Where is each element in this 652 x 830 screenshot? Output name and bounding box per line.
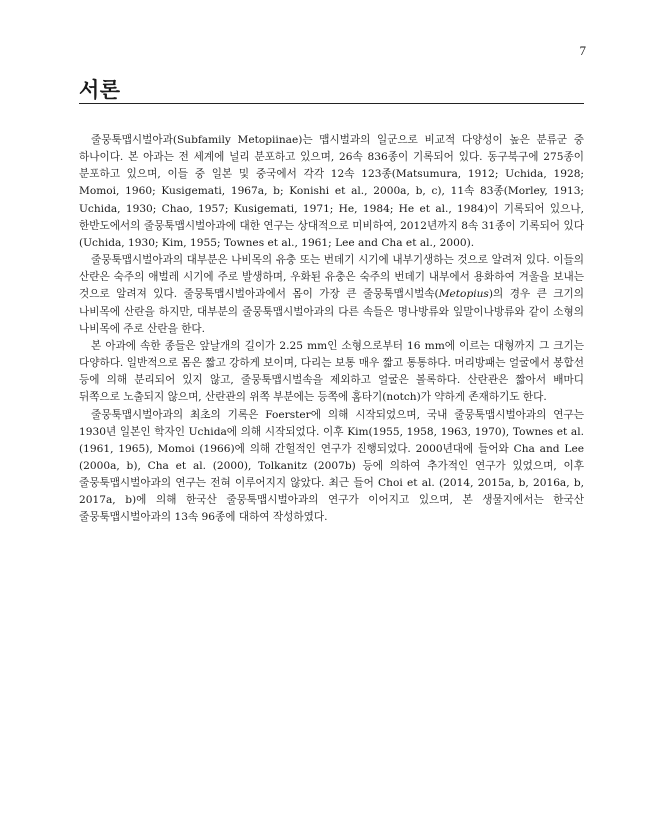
paragraph-text: )의 경우 큰 크기의 나비목에 산란을 하지만, 대부분의 줄뭉툭맵시벌아과의 다른 속들은 명나방류와 잎말이나방류와 같이 소형의 나비목에 주로 산란을 한다. — [79, 288, 585, 335]
paragraph-biology — [79, 252, 584, 338]
paragraph-introduction: 줄뭉툭맵시벌아과(Subfamily Metopiinae)는 맵시벌과의 일군으로 비교적 다양성이 높은 분류군 중 하나이다. 본 아과는 전 세계에 널리 분포하고 있으며, 26속 836종이 기록되어 있다. 동구북구에 275종이 분포하고 있으며, 이들 중 일본 및 중국에서 각각 12속 123종(Matsumura, 1912; Uchida, 1928; Momoi, 1960; Kusigemati, 1967a, b; Konishi et al., 2000a, b, c), 11속 83종(Morley, 1913; Uchida, 1930; Chao, 1957; Kusigemati, 1971; He, 1984; He et al., 1984)이 기록되어 있으나, 한반도에서의 줄뭉툭맵시벌아과에 대한 연구는 상대적으로 미비하여, 2012년까지 8속 31종이 기록되어 있다(Uchida, 1930; Kim, 1955; Townes et al., 1961; Lee and Cha et al., 2000). — [79, 134, 584, 249]
title-divider — [79, 103, 584, 104]
paragraph-morphology: 본 아과에 속한 종들은 앞날개의 길이가 2.25 mm인 소형으로부터 16 mm에 이르는 대형까지 그 크기는 다양하다. 일반적으로 몸은 짧고 강하게 보이며, 다리는 보통 매우 짧고 통통하다. 머리방패는 얼굴에서 봉합선 등에 의해 분리되어 있지 않고, 줄뭉툭맵시벌속을 제외하고 얼굴은 볼록하다. 산란관은 짧아서 배마디 뒤쪽으로 노출되지 않으며, 산란관의 위쪽 부분에는 등쪽에 홈타기(notch)가 약하게 존재하기도 한다. — [79, 339, 584, 404]
page-number: 7 — [579, 43, 586, 58]
paragraph-history: 줄뭉툭맵시벌아과의 최초의 기록은 Foerster에 의해 시작되었으며, 국내 줄뭉툭맵시벌아과의 연구는 1930년 일본인 학자인 Uchida에 의해 시작되었다. 이후 Kim(1955, 1958, 1963, 1970), Townes et al. (1961, 1965), Momoi (1966)에 의해 간헐적인 연구가 진행되었다. 2000년대에 들어와 Cha and Lee (2000a, b), Cha et al. (2000), Tolkanitz (2007b) 등에 의하여 추가적인 연구가 있었으며, 이후 줄뭉툭맵시벌아과의 연구는 전혀 이루어지지 않았다. 최근 들어 Choi et al. (2014, 2015a, b, 2016a, b, 2017a, b)에 의해 한국산 줄뭉툭맵시벌아과의 연구가 이어지고 있으며, 본 생물지에서는 한국산 줄뭉툭맵시벌아과의 13속 96종에 대하여 작성하였다. — [79, 408, 584, 524]
paragraph-text: 줄뭉툭맵시벌아과의 대부분은 나비목의 유충 또는 번데기 시기에 내부기생하는 것으로 알려져 있다. 이들의 산란은 숙주의 애벌레 시기에 주로 발생하며, 우화된 유충은 숙주의 번데기 내부에서 용화하여 겨울을 보내는 것으로 알려져 있다. 줄뭉툭맵시벌아과에서 몸이 가장 큰 줄뭉툭맵시벌속( — [79, 254, 584, 301]
genus-name: Metopius — [438, 288, 489, 301]
chapter-title: 서론 — [79, 78, 121, 102]
body-text — [79, 132, 584, 527]
